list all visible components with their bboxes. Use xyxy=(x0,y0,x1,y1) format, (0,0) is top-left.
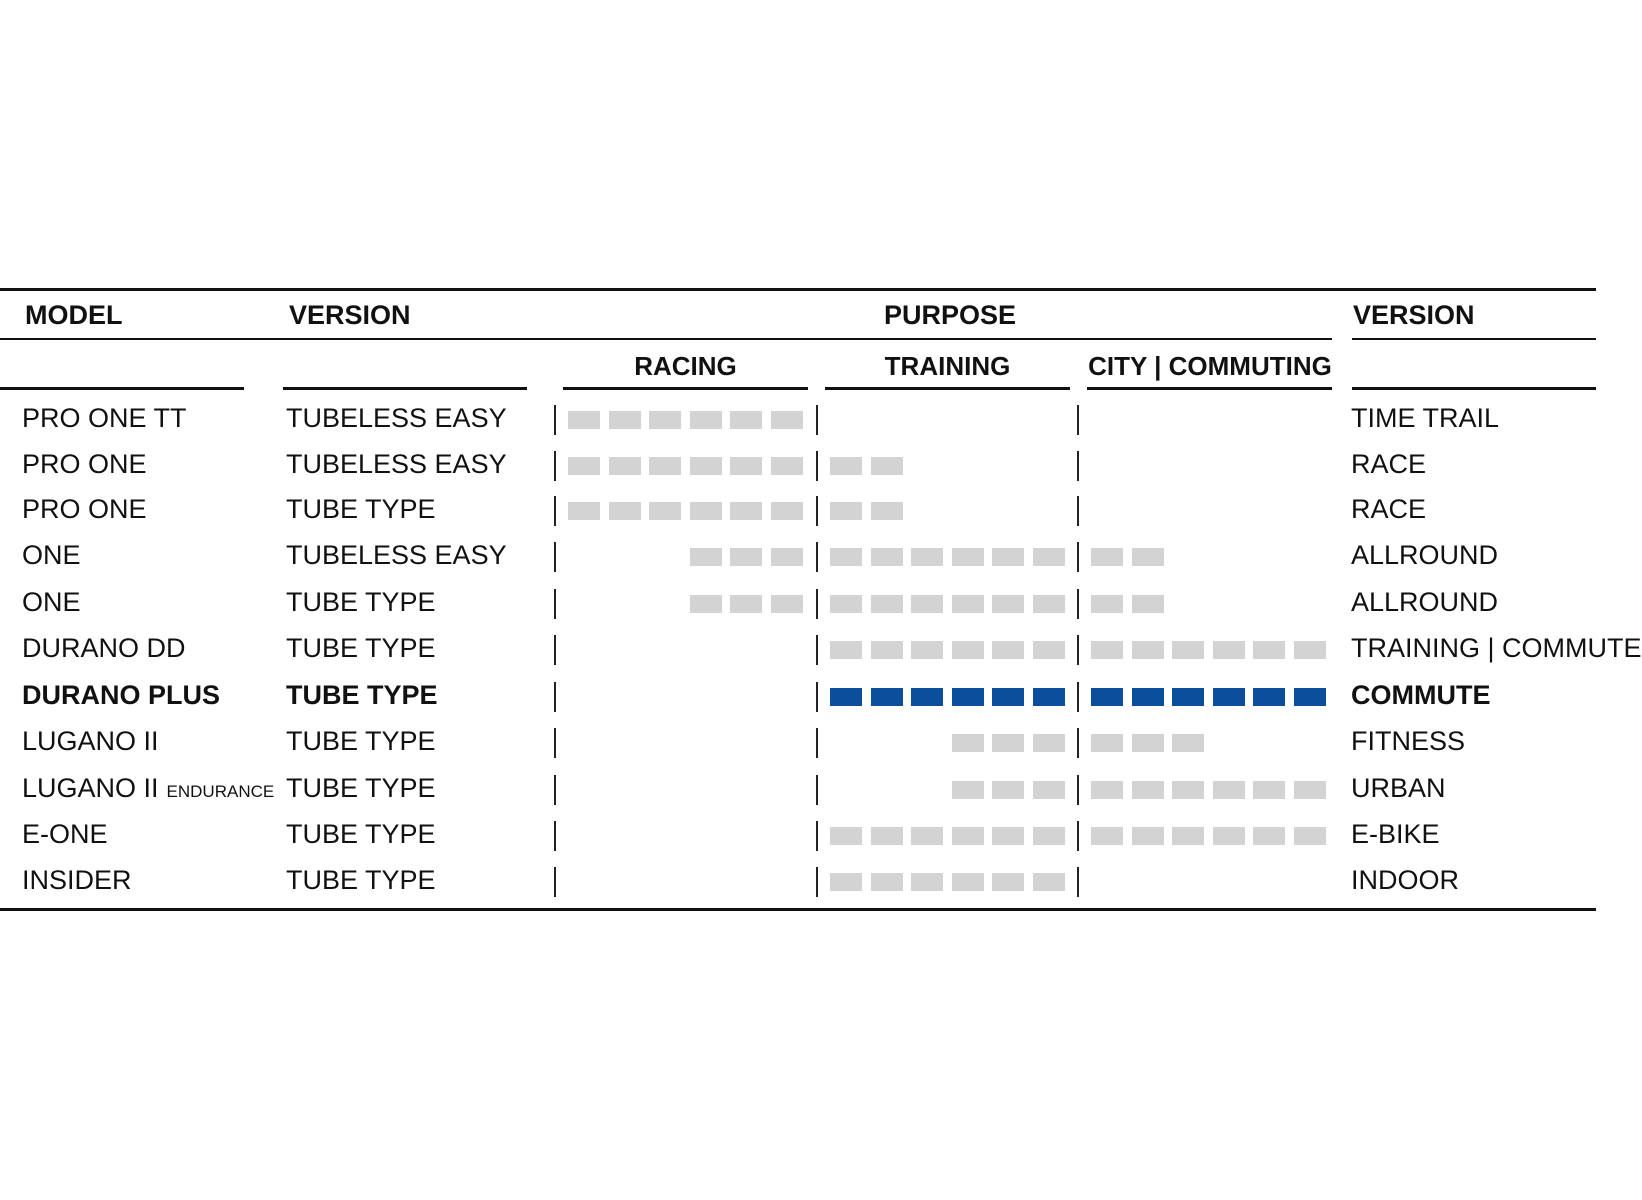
racing-rating-block xyxy=(730,548,762,566)
column-separator xyxy=(816,682,818,712)
row-use-text: FITNESS xyxy=(1351,726,1466,756)
racing-rating-block xyxy=(609,502,641,520)
training-rating-block xyxy=(952,548,984,566)
training-rating-block xyxy=(992,827,1024,845)
version-right-col-rule xyxy=(1352,387,1596,390)
city-rating-block xyxy=(1213,781,1245,799)
subheader-training: TRAINING xyxy=(884,351,1011,381)
row-version xyxy=(286,635,436,662)
column-separator xyxy=(816,451,818,481)
city-rating-block xyxy=(1253,827,1285,845)
city-rating-block xyxy=(1172,641,1204,659)
column-separator xyxy=(554,682,556,712)
row-model xyxy=(22,542,81,569)
training-rating-block xyxy=(830,502,862,520)
row-version xyxy=(286,451,507,478)
city-col-rule xyxy=(1087,387,1332,390)
city-rating-block xyxy=(1253,641,1285,659)
row-model xyxy=(22,451,147,478)
city-rating-block xyxy=(1172,781,1204,799)
row-use-text: ALLROUND xyxy=(1351,587,1499,617)
row-model xyxy=(22,728,159,755)
column-separator xyxy=(816,405,818,435)
row-use-text: RACE xyxy=(1351,449,1427,479)
city-rating-block xyxy=(1172,827,1204,845)
column-separator xyxy=(816,867,818,897)
city-rating-block xyxy=(1132,641,1164,659)
row-use-text: RACE xyxy=(1351,494,1427,524)
training-rating-block xyxy=(992,548,1024,566)
row-model-text: LUGANO II xyxy=(22,773,159,803)
training-rating-block xyxy=(911,827,943,845)
training-rating-block xyxy=(911,688,943,706)
training-rating-block xyxy=(992,781,1024,799)
row-model-text: PRO ONE xyxy=(22,494,147,524)
column-separator xyxy=(554,728,556,758)
column-separator xyxy=(1077,542,1079,572)
training-rating-block xyxy=(1033,641,1065,659)
city-rating-block xyxy=(1294,641,1326,659)
racing-rating-block xyxy=(730,595,762,613)
training-rating-block xyxy=(952,781,984,799)
row-version xyxy=(286,405,507,432)
training-rating-block xyxy=(992,641,1024,659)
column-separator xyxy=(1077,451,1079,481)
header-model: MODEL xyxy=(25,300,123,330)
city-rating-block xyxy=(1132,688,1164,706)
column-separator xyxy=(554,451,556,481)
row-version-text: TUBE TYPE xyxy=(286,773,436,803)
training-rating-block xyxy=(911,641,943,659)
row-version-text: TUBE TYPE xyxy=(286,726,436,756)
subheader-racing: RACING xyxy=(634,351,737,381)
row-use xyxy=(1351,728,1465,755)
city-rating-block xyxy=(1213,641,1245,659)
row-use xyxy=(1351,405,1499,432)
racing-rating-block xyxy=(568,457,600,475)
row-model xyxy=(22,405,187,432)
training-rating-block xyxy=(1033,734,1065,752)
row-use xyxy=(1351,775,1446,802)
training-rating-block xyxy=(830,873,862,891)
city-rating-block xyxy=(1294,827,1326,845)
version-col-rule xyxy=(283,387,527,390)
city-rating-block xyxy=(1253,781,1285,799)
column-separator xyxy=(554,821,556,851)
racing-rating-block xyxy=(609,411,641,429)
training-rating-block xyxy=(911,595,943,613)
training-rating-block xyxy=(992,595,1024,613)
training-rating-block xyxy=(1033,548,1065,566)
purpose-rule xyxy=(0,338,1332,340)
city-rating-block xyxy=(1091,641,1123,659)
row-use-text: TIME TRAIL xyxy=(1351,403,1500,433)
row-version xyxy=(286,682,438,709)
training-rating-block xyxy=(871,595,903,613)
column-separator xyxy=(1077,728,1079,758)
city-rating-block xyxy=(1091,827,1123,845)
city-rating-block xyxy=(1132,595,1164,613)
racing-rating-block xyxy=(609,457,641,475)
row-use xyxy=(1351,635,1642,662)
city-rating-block xyxy=(1132,781,1164,799)
column-separator xyxy=(554,496,556,526)
racing-rating-block xyxy=(649,457,681,475)
training-rating-block xyxy=(952,734,984,752)
row-use-text: E-BIKE xyxy=(1351,819,1440,849)
city-rating-block xyxy=(1253,688,1285,706)
training-rating-block xyxy=(1033,688,1065,706)
racing-rating-block xyxy=(771,457,803,475)
racing-rating-block xyxy=(690,548,722,566)
row-model-text: ONE xyxy=(22,540,81,570)
training-rating-block xyxy=(952,641,984,659)
row-version xyxy=(286,775,436,802)
training-col-rule xyxy=(825,387,1070,390)
row-model xyxy=(22,821,108,848)
racing-rating-block xyxy=(771,411,803,429)
training-rating-block xyxy=(871,502,903,520)
row-use xyxy=(1351,451,1426,478)
row-model-text: ONE xyxy=(22,587,81,617)
column-separator xyxy=(816,589,818,619)
city-rating-block xyxy=(1091,781,1123,799)
training-rating-block xyxy=(1033,873,1065,891)
column-separator xyxy=(554,635,556,665)
row-model xyxy=(22,496,147,523)
row-version-text: TUBELESS EASY xyxy=(286,540,507,570)
training-rating-block xyxy=(992,734,1024,752)
subheader-city-commuting: CITY | COMMUTING xyxy=(1088,351,1332,381)
version-right-rule xyxy=(1352,338,1596,340)
row-version xyxy=(286,589,436,616)
racing-rating-block xyxy=(771,595,803,613)
racing-rating-block xyxy=(690,595,722,613)
city-rating-block xyxy=(1132,734,1164,752)
row-version-text: TUBE TYPE xyxy=(286,587,436,617)
row-version-text: TUBE TYPE xyxy=(286,633,436,663)
row-version xyxy=(286,542,507,569)
training-rating-block xyxy=(830,688,862,706)
city-rating-block xyxy=(1091,734,1123,752)
row-model-text: DURANO PLUS xyxy=(22,680,221,710)
header-version: VERSION xyxy=(289,300,411,330)
racing-rating-block xyxy=(690,411,722,429)
row-model xyxy=(22,635,186,662)
row-version-text: TUBE TYPE xyxy=(286,680,438,710)
header-purpose: PURPOSE xyxy=(884,300,1017,330)
training-rating-block xyxy=(871,827,903,845)
row-model-text: DURANO DD xyxy=(22,633,186,663)
racing-rating-block xyxy=(649,502,681,520)
training-rating-block xyxy=(871,548,903,566)
training-rating-block xyxy=(871,641,903,659)
city-rating-block xyxy=(1091,688,1123,706)
racing-rating-block xyxy=(649,411,681,429)
row-model xyxy=(22,589,81,616)
column-separator xyxy=(1077,775,1079,805)
city-rating-block xyxy=(1091,548,1123,566)
training-rating-block xyxy=(830,457,862,475)
racing-rating-block xyxy=(771,502,803,520)
city-rating-block xyxy=(1172,734,1204,752)
row-use-text: TRAINING | COMMUTE xyxy=(1351,633,1642,663)
training-rating-block xyxy=(952,595,984,613)
row-model-text: INSIDER xyxy=(22,865,132,895)
row-version-text: TUBE TYPE xyxy=(286,865,436,895)
city-rating-block xyxy=(1132,827,1164,845)
training-rating-block xyxy=(871,688,903,706)
row-version xyxy=(286,728,436,755)
racing-rating-block xyxy=(568,411,600,429)
training-rating-block xyxy=(992,873,1024,891)
city-rating-block xyxy=(1132,548,1164,566)
row-model xyxy=(22,682,220,709)
row-model-text: PRO ONE xyxy=(22,449,147,479)
top-rule xyxy=(0,288,1596,291)
racing-rating-block xyxy=(771,548,803,566)
training-rating-block xyxy=(952,873,984,891)
training-rating-block xyxy=(830,827,862,845)
row-use-text: URBAN xyxy=(1351,773,1446,803)
row-model xyxy=(22,775,274,802)
training-rating-block xyxy=(871,873,903,891)
row-version-text: TUBE TYPE xyxy=(286,494,436,524)
column-separator xyxy=(554,867,556,897)
model-col-rule xyxy=(0,387,244,390)
city-rating-block xyxy=(1294,688,1326,706)
column-separator xyxy=(816,542,818,572)
row-version xyxy=(286,496,436,523)
row-use-text: COMMUTE xyxy=(1351,680,1491,710)
row-version-text: TUBELESS EASY xyxy=(286,449,507,479)
training-rating-block xyxy=(911,548,943,566)
row-version xyxy=(286,867,436,894)
column-separator xyxy=(1077,821,1079,851)
city-rating-block xyxy=(1091,595,1123,613)
training-rating-block xyxy=(952,688,984,706)
racing-rating-block xyxy=(690,457,722,475)
city-rating-block xyxy=(1213,688,1245,706)
racing-rating-block xyxy=(730,457,762,475)
column-separator xyxy=(816,728,818,758)
column-separator xyxy=(554,589,556,619)
training-rating-block xyxy=(992,688,1024,706)
bottom-rule xyxy=(0,908,1596,911)
column-separator xyxy=(816,496,818,526)
column-separator xyxy=(1077,405,1079,435)
row-version-text: TUBE TYPE xyxy=(286,819,436,849)
column-separator xyxy=(1077,496,1079,526)
header-version-right: VERSION xyxy=(1353,300,1475,330)
row-model-text: PRO ONE TT xyxy=(22,403,187,433)
training-rating-block xyxy=(1033,827,1065,845)
row-use xyxy=(1351,821,1440,848)
column-separator xyxy=(816,635,818,665)
column-separator xyxy=(554,775,556,805)
row-model xyxy=(22,867,132,894)
racing-rating-block xyxy=(690,502,722,520)
city-rating-block xyxy=(1172,688,1204,706)
column-separator xyxy=(816,775,818,805)
column-separator xyxy=(1077,682,1079,712)
row-model-suffix: ENDURANCE xyxy=(166,782,275,801)
training-rating-block xyxy=(911,873,943,891)
column-separator xyxy=(1077,589,1079,619)
training-rating-block xyxy=(952,827,984,845)
column-separator xyxy=(554,405,556,435)
row-use xyxy=(1351,496,1426,523)
column-separator xyxy=(1077,867,1079,897)
row-model-text: E-ONE xyxy=(22,819,108,849)
racing-col-rule xyxy=(563,387,808,390)
row-use xyxy=(1351,589,1498,616)
row-model-text: LUGANO II xyxy=(22,726,159,756)
row-use-text: INDOOR xyxy=(1351,865,1459,895)
row-version xyxy=(286,821,436,848)
racing-rating-block xyxy=(568,502,600,520)
racing-rating-block xyxy=(730,502,762,520)
column-separator xyxy=(1077,635,1079,665)
row-use xyxy=(1351,542,1498,569)
training-rating-block xyxy=(871,457,903,475)
training-rating-block xyxy=(830,595,862,613)
row-use-text: ALLROUND xyxy=(1351,540,1499,570)
row-use xyxy=(1351,867,1459,894)
racing-rating-block xyxy=(730,411,762,429)
training-rating-block xyxy=(830,641,862,659)
city-rating-block xyxy=(1213,827,1245,845)
row-version-text: TUBELESS EASY xyxy=(286,403,507,433)
column-separator xyxy=(816,821,818,851)
training-rating-block xyxy=(830,548,862,566)
city-rating-block xyxy=(1294,781,1326,799)
column-separator xyxy=(554,542,556,572)
row-use xyxy=(1351,682,1490,709)
training-rating-block xyxy=(1033,595,1065,613)
training-rating-block xyxy=(1033,781,1065,799)
